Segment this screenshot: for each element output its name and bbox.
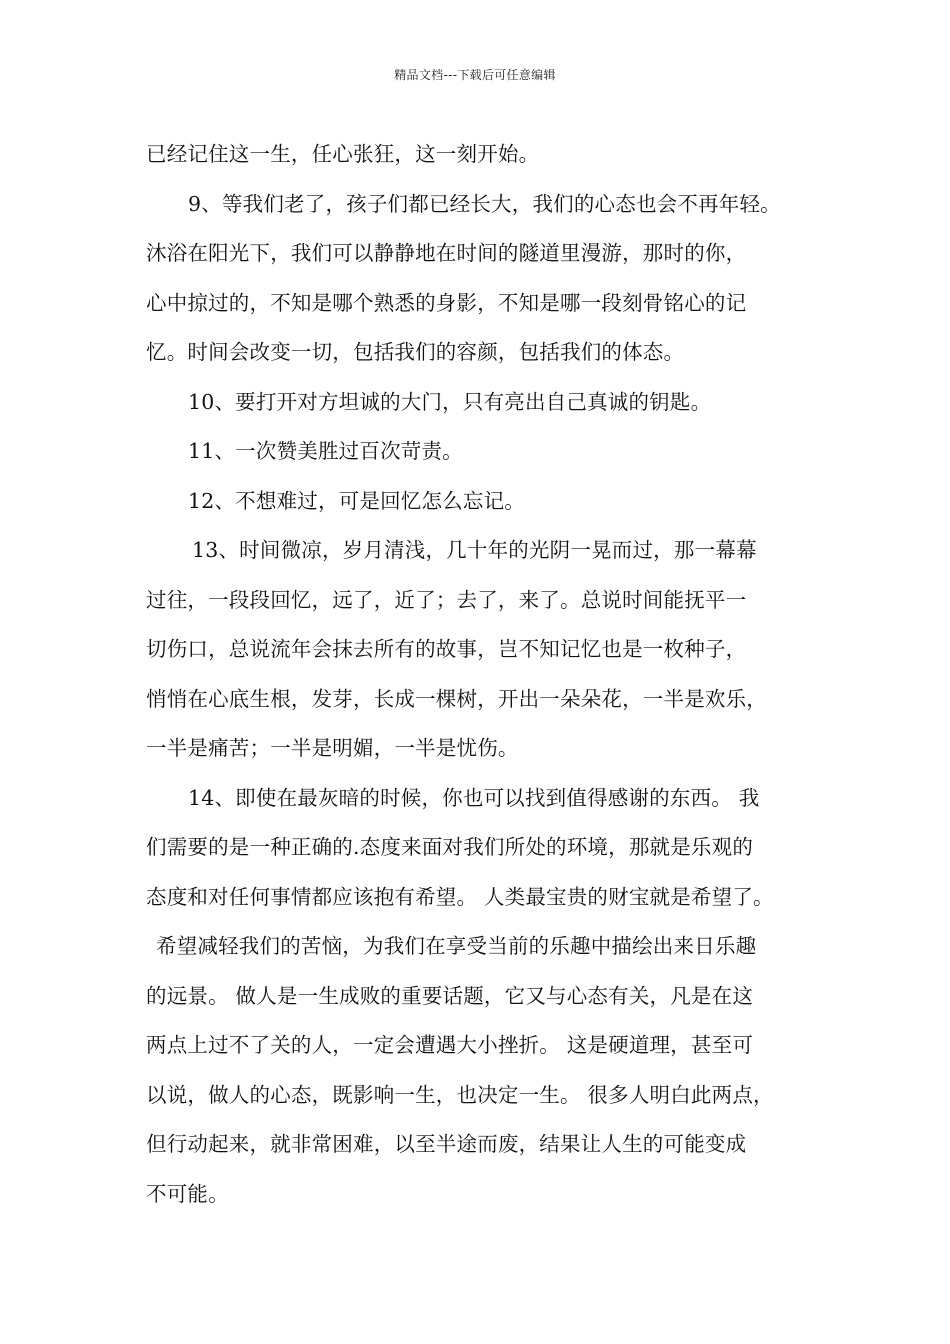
text-line: 过往，一段段回忆，远了，近了；去了，来了。总说时间能抚平一 — [146, 587, 747, 612]
text-line: 沐浴在阳光下，我们可以静静地在时间的隧道里漫游，那时的你， — [146, 241, 747, 265]
paragraph-14-line: 14、即使在最灰暗的时候，你也可以找到值得感谢的东西。 我 — [188, 785, 760, 810]
text-line: 悄悄在心底生根，发芽，长成一棵树，开出一朵朵花，一半是欢乐， — [146, 686, 767, 711]
paragraph-9-line: 9、等我们老了，孩子们都已经长大，我们的心态也会不再年轻。 — [188, 191, 781, 216]
text-line: 希望减轻我们的苦恼，为我们在享受当前的乐趣中描绘出来日乐趣 — [156, 934, 757, 958]
text-line: 一半是痛苦；一半是明媚，一半是忧伤。 — [146, 736, 519, 760]
text-line: 们需要的是一种正确的.态度来面对我们所处的环境，那就是乐观的 — [146, 835, 754, 859]
text-line: 忆。时间会改变一切，包括我们的容颜，包括我们的体态。 — [146, 340, 685, 364]
paragraph-10-line: 10、要打开对方坦诚的大门，只有亮出自己真诚的钥匙。 — [188, 389, 712, 414]
paragraph-12-line: 12、不想难过，可是回忆怎么忘记。 — [188, 488, 525, 513]
text-line: 已经记住这一生，任心张狂，这一刻开始。 — [146, 142, 540, 166]
paragraph-13-line: 13、时间微凉，岁月清浅，几十年的光阴一晃而过，那一幕幕 — [192, 538, 757, 562]
text-line: 心中掠过的，不知是哪个熟悉的身影，不知是哪一段刻骨铭心的记 — [146, 290, 747, 315]
text-line: 的远景。 做人是一生成败的重要话题，它又与心态有关，凡是在这 — [146, 983, 754, 1008]
text-line: 但行动起来，就非常困难，以至半途而废，结果让人生的可能变成 — [146, 1132, 747, 1156]
paragraph-11-line: 11、一次赞美胜过百次苛责。 — [188, 439, 463, 463]
text-line: 不可能。 — [146, 1181, 229, 1206]
text-line: 切伤口，总说流年会抹去所有的故事，岂不知记忆也是一枚种子， — [146, 637, 747, 661]
text-line: 以说，做人的心态，既影响一生，也决定一生。 很多人明白此两点， — [146, 1082, 774, 1107]
document-body — [146, 130, 826, 1219]
page-header: 精品文档---下载后可任意编辑 — [394, 68, 556, 82]
text-line: 两点上过不了关的人，一定会遭遇大小挫折。 这是硬道理，甚至可 — [146, 1033, 754, 1057]
text-line: 态度和对任何事情都应该抱有希望。 人类最宝贵的财宝就是希望了。 — [146, 884, 774, 909]
